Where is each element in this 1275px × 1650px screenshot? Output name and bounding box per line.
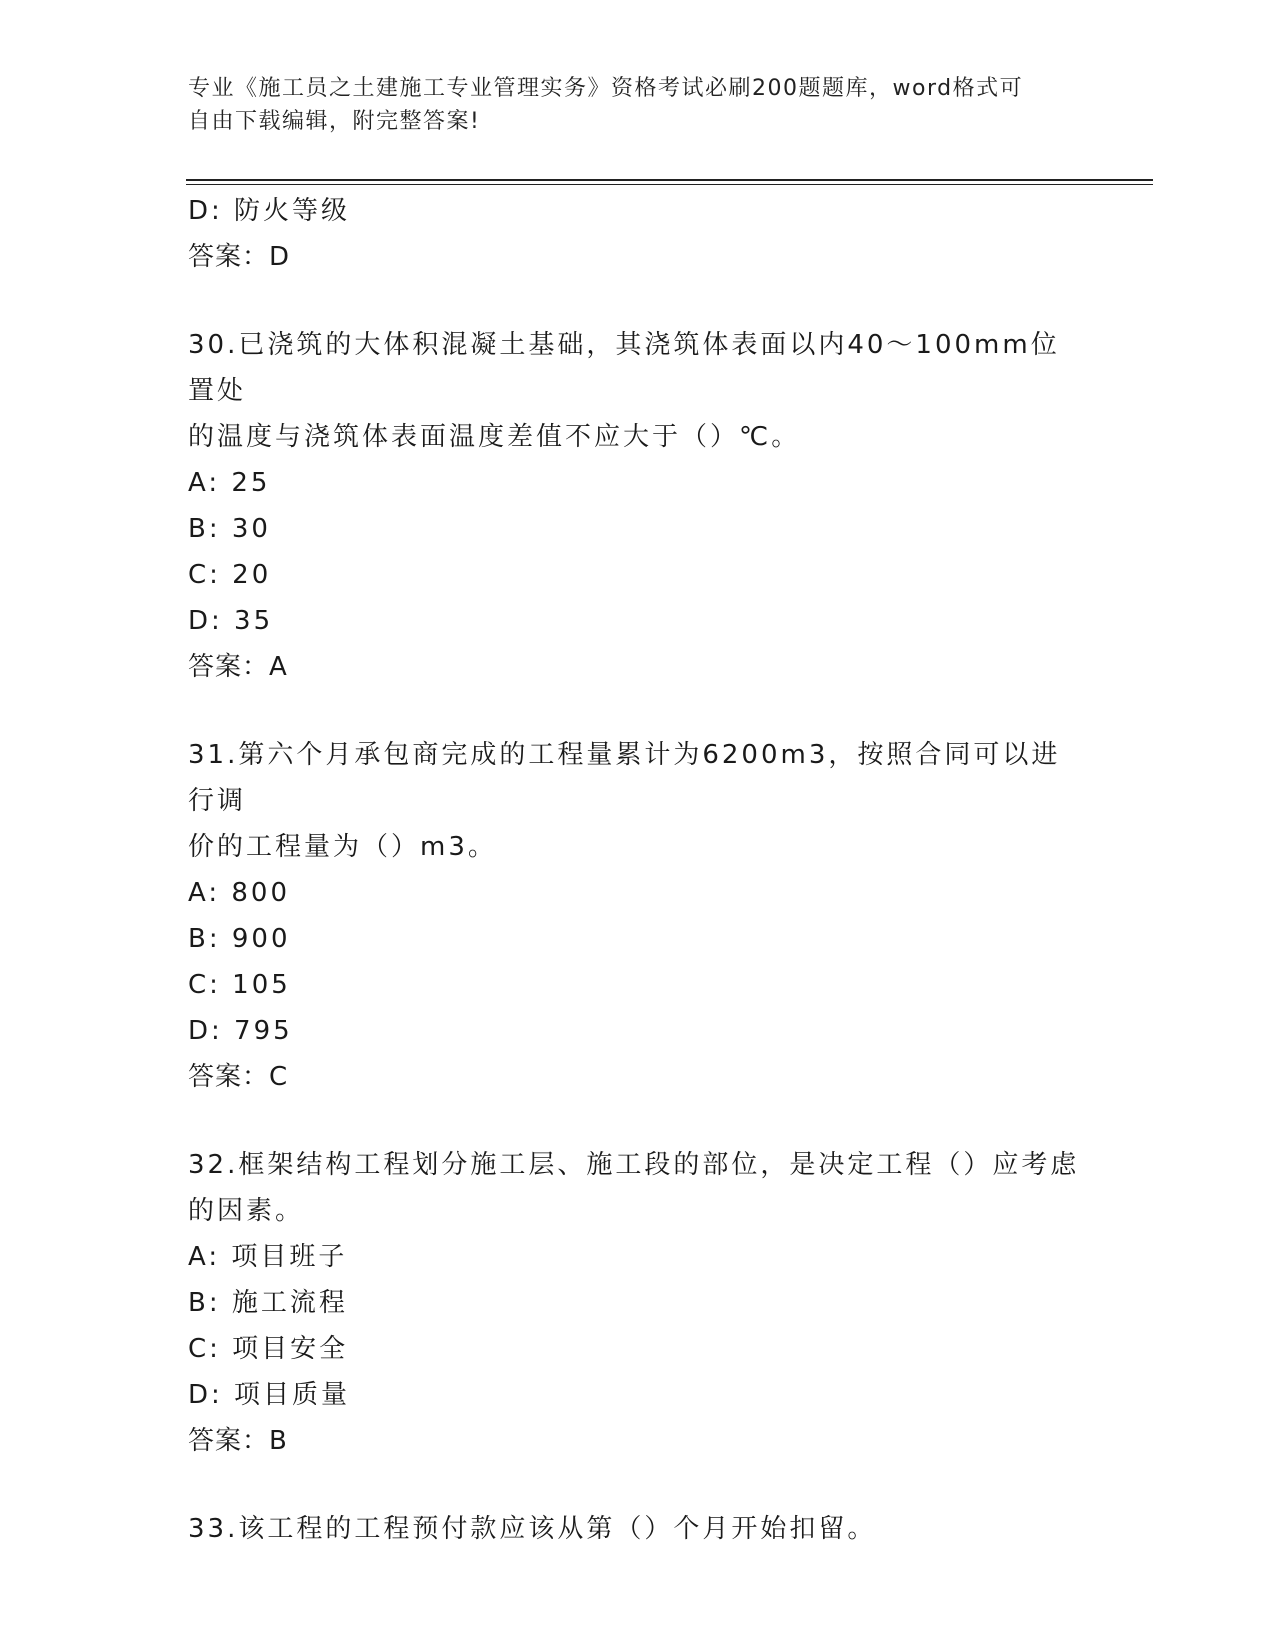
question-stem-line-1: 32.框架结构工程划分施工层、施工段的部位，是决定工程（）应考虑: [188, 1150, 1080, 1180]
option-a: A: 800: [188, 878, 290, 908]
question-stem: [188, 1506, 1088, 1552]
question-stem-line-1: 33.该工程的工程预付款应该从第（）个月开始扣留。: [188, 1514, 877, 1544]
question-stem-line-1: 31.第六个月承包商完成的工程量累计为6200m3，按照合同可以进行调: [188, 740, 1061, 816]
option-d: D: 35: [188, 606, 274, 636]
option-b: B: 30: [188, 514, 271, 544]
question-stem: [188, 732, 1088, 870]
answer: 答案：B: [188, 1426, 288, 1456]
option-d: D: 795: [188, 1016, 293, 1046]
option-b: B: 施工流程: [188, 1288, 348, 1318]
option-d: D: 防火等级: [188, 196, 351, 226]
option-c: C: 项目安全: [188, 1334, 349, 1364]
question-stem: [188, 322, 1088, 460]
document-body: [188, 188, 1088, 1552]
option-a: A: 项目班子: [188, 1242, 348, 1272]
option-a: A: 25: [188, 468, 271, 498]
question-30: [188, 322, 1088, 690]
header-line-2: 自由下载编辑，附完整答案!: [188, 109, 481, 134]
question-stem-line-2: 的温度与浇筑体表面温度差值不应大于（）℃。: [188, 422, 801, 452]
previous-question-tail: [188, 188, 1088, 280]
answer: 答案：A: [188, 652, 288, 682]
answer: 答案：D: [188, 242, 291, 272]
question-31: [188, 732, 1088, 1100]
question-stem-line-1: 30.已浇筑的大体积混凝土基础，其浇筑体表面以内40～100mm位置处: [188, 330, 1060, 406]
header-line-1: 专业《施工员之土建施工专业管理实务》资格考试必刷200题题库，word格式可: [188, 76, 1024, 101]
option-c: C: 105: [188, 970, 291, 1000]
option-d: D: 项目质量: [188, 1380, 351, 1410]
document-header: [188, 72, 1068, 138]
question-32: [188, 1142, 1088, 1464]
option-c: C: 20: [188, 560, 272, 590]
question-stem-line-2: 价的工程量为（）m3。: [188, 832, 497, 862]
header-rule-thin: [186, 184, 1153, 185]
header-rule-thick: [186, 179, 1153, 181]
question-33: [188, 1506, 1088, 1552]
answer: 答案：C: [188, 1062, 289, 1092]
question-stem-line-2: 的因素。: [188, 1196, 305, 1226]
option-b: B: 900: [188, 924, 291, 954]
question-stem: [188, 1142, 1088, 1234]
